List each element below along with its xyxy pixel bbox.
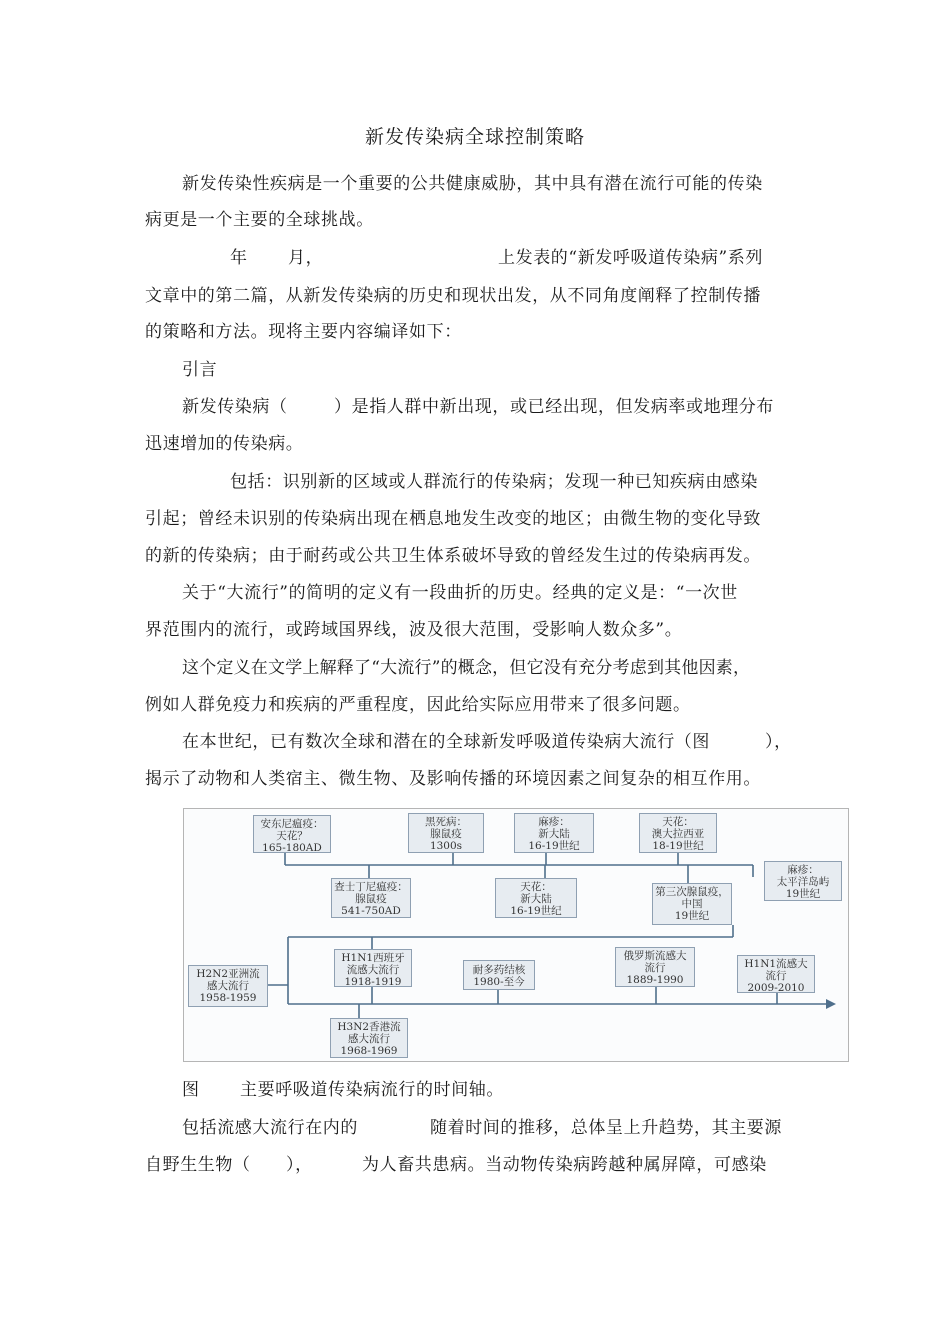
paragraph-line: 文章中的第二篇，从新发传染病的历史和现状出发，从不同角度阐释了控制传播 [145, 286, 761, 306]
event-label: 腺鼠疫 [355, 893, 387, 905]
paragraph-line: 年 [230, 248, 248, 268]
event-label: 流行 [765, 970, 787, 982]
timeline-event-h1n1-spanish [334, 949, 412, 987]
event-period: 1918-1919 [344, 976, 402, 988]
paragraph-line: 包括流感大流行在内的 [182, 1118, 358, 1138]
timeline-event-h2n2 [188, 965, 268, 1007]
event-label: 感大流行 [348, 1033, 390, 1045]
paragraph-line: 这个定义在文学上解释了“大流行”的概念，但它没有充分考虑到其他因素， [182, 658, 751, 678]
event-label: 太平洋岛屿 [776, 876, 830, 888]
timeline-event-black-death [408, 813, 484, 853]
paragraph-line: 随着时间的推移，总体呈上升趋势，其主要源 [430, 1118, 782, 1138]
paragraph-line: 的策略和方法。现将主要内容编译如下： [145, 322, 462, 342]
event-label: 新大陆 [520, 893, 552, 905]
event-label: 流感大流行 [346, 964, 400, 976]
timeline-arrow-head [826, 999, 836, 1009]
section-heading: 引言 [182, 360, 218, 380]
paragraph-line: 引起；曾经未识别的传染病出现在栖息地发生改变的地区；由微生物的变化导致 [145, 509, 761, 529]
event-period: 2009-2010 [747, 982, 805, 994]
paragraph-line: 在本世纪，已有数次全球和潜在的全球新发呼吸道传染病大流行（图 [182, 732, 710, 752]
event-label: 黑死病： [425, 816, 467, 828]
event-label: 第三次腺鼠疫， [655, 886, 729, 898]
event-label: 天花： [662, 816, 694, 828]
event-label: 麻疹： [538, 816, 570, 828]
event-label: 中国 [681, 898, 703, 910]
event-period: 1889-1990 [626, 974, 684, 986]
event-label: 麻疹： [787, 864, 819, 876]
event-label: 澳大拉西亚 [651, 828, 705, 840]
event-label: H1N1西班牙 [341, 952, 405, 964]
paragraph-line: ）， [286, 1155, 313, 1175]
paragraph-line: 界范围内的流行，或跨域国界线，波及很大范围，受影响人数众多”。 [145, 620, 683, 640]
timeline-event-antonine [253, 815, 331, 853]
event-label: 新大陆 [538, 828, 570, 840]
event-period: 16-19世纪 [528, 840, 580, 852]
timeline-event-smallpox-australasia [639, 813, 717, 853]
event-period: 18-19世纪 [652, 840, 704, 852]
figure-caption: 主要呼吸道传染病流行的时间轴。 [240, 1080, 504, 1100]
event-label: 天花： [520, 881, 552, 893]
paragraph-line: 的新的传染病；由于耐药或公共卫生体系破坏导致的曾经发生过的传染病再发。 [145, 546, 761, 566]
paragraph-line: 揭示了动物和人类宿主、微生物、及影响传播的环境因素之间复杂的相互作用。 [145, 769, 761, 789]
event-period: 1300s [429, 840, 463, 852]
event-label: H3N2香港流 [337, 1021, 401, 1033]
timeline-event-h1n1-2009 [737, 955, 815, 993]
paragraph-line: 上发表的“新发呼吸道传染病”系列 [498, 248, 763, 268]
event-label: 天花？ [276, 830, 308, 842]
timeline-event-third-plague [652, 883, 732, 925]
timeline-event-russian-flu [615, 947, 695, 987]
timeline-figure [183, 808, 849, 1062]
event-period: 165-180AD [262, 842, 322, 854]
event-period: 19世纪 [785, 888, 821, 900]
paragraph-line: 病更是一个主要的全球挑战。 [145, 210, 374, 230]
event-period: 1968-1969 [340, 1045, 398, 1057]
paragraph-line: 包括：识别新的区域或人群流行的传染病；发现一种已知疾病由感染 [230, 472, 758, 492]
document-title: 新发传染病全球控制策略 [364, 126, 585, 148]
timeline-event-measles-new-world [514, 813, 594, 853]
event-label: 查士丁尼瘟疫： [334, 881, 408, 893]
figure-caption-label: 图 [182, 1080, 200, 1100]
event-label: 耐多药结核 [472, 964, 526, 976]
paragraph-line: ）是指人群中新出现，或已经出现，但发病率或地理分布 [334, 397, 774, 417]
timeline-event-measles-pacific [764, 861, 842, 901]
event-period: 1980-至今 [473, 976, 525, 988]
event-period: 1958-1959 [199, 992, 257, 1004]
event-label: H2N2亚洲流 [196, 968, 260, 980]
event-period: 16-19世纪 [510, 905, 562, 917]
paragraph-line: 月， [288, 248, 324, 268]
paragraph-line: 为人畜共患病。当动物传染病跨越种属屏障，可感染 [362, 1155, 767, 1175]
paragraph-line: ）， [765, 732, 792, 752]
event-label: 俄罗斯流感大 [623, 950, 687, 962]
paragraph-line: 新发传染性疾病是一个重要的公共健康威胁，其中具有潜在流行可能的传染 [182, 174, 763, 194]
paragraph-line: 关于“大流行”的简明的定义有一段曲折的历史。经典的定义是：“一次世 [182, 583, 738, 603]
event-label: H1N1流感大 [744, 958, 808, 970]
timeline-event-h3n2 [330, 1018, 408, 1058]
event-label: 腺鼠疫 [430, 828, 462, 840]
timeline-event-smallpox-new-world [495, 878, 577, 918]
event-label: 感大流行 [207, 980, 249, 992]
paragraph-line: 新发传染病（ [182, 397, 288, 417]
timeline-event-justinian [331, 878, 411, 918]
event-label: 流行 [644, 962, 666, 974]
event-period: 541-750AD [341, 905, 401, 917]
paragraph-line: 例如人群免疫力和疾病的严重程度，因此给实际应用带来了很多问题。 [145, 695, 691, 715]
timeline-event-mdr-tb [463, 960, 535, 990]
event-label: 安东尼瘟疫： [260, 818, 324, 830]
paragraph-line: 迅速增加的传染病。 [145, 434, 304, 454]
paragraph-line: 自野生生物（ [145, 1155, 251, 1175]
event-period: 19世纪 [674, 910, 710, 922]
